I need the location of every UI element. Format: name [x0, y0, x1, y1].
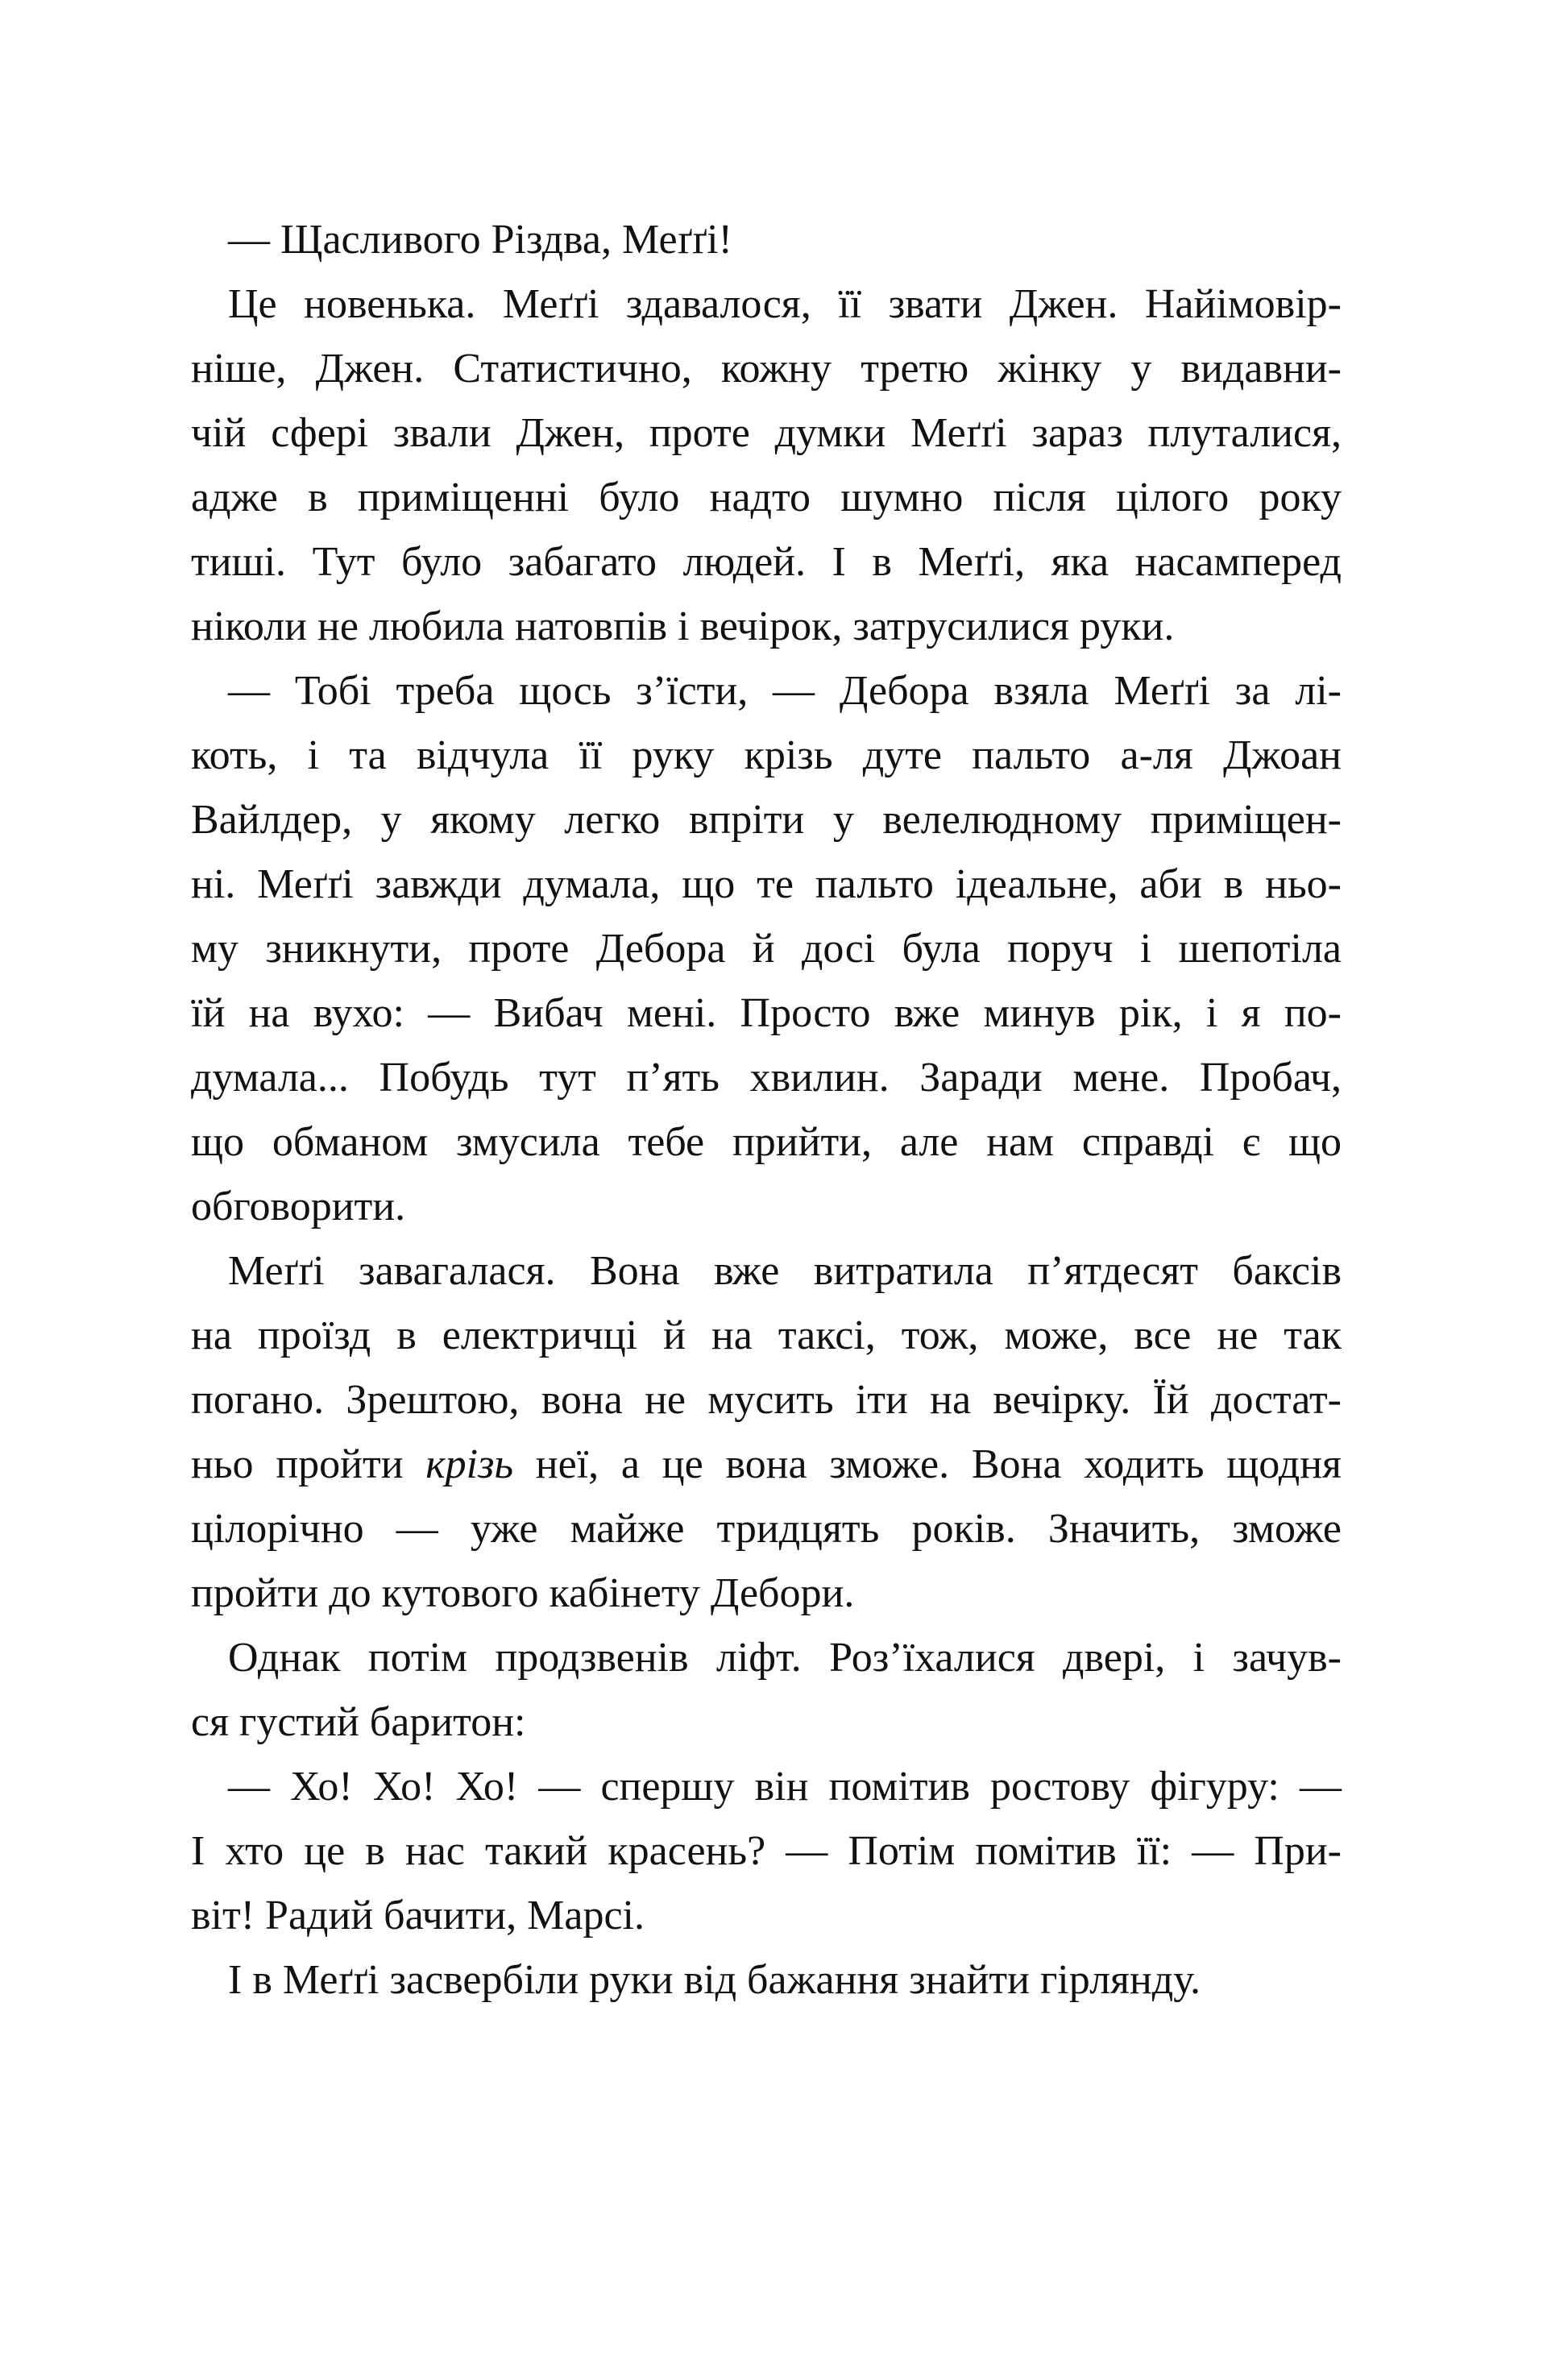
text-segment: Меґґі завагалася. Вона вже витратила п’ятдесят баксів	[228, 1248, 1342, 1294]
text-segment: віт! Радий бачити, Марсі.	[191, 1893, 645, 1938]
text-segment: Вайлдер, у якому легко впріти у велелюдному приміщен-	[191, 797, 1342, 843]
text-segment: І в Меґґі засвербіли руки від бажання знайти гірлянду.	[228, 1957, 1201, 2003]
text-line	[191, 981, 1342, 1046]
text-line	[191, 788, 1342, 852]
text-segment: їй на вухо: — Вибач мені. Просто вже минув рік, і я по-	[191, 990, 1342, 1036]
text-segment: му зникнути, проте Дебора й досі була поруч і шепотіла	[191, 926, 1342, 972]
text-segment: коть, і та відчула її руку крізь дуте пальто а-ля Джоан	[191, 732, 1342, 778]
text-line	[191, 401, 1342, 466]
text-segment: адже в приміщенні було надто шумно після цілого року	[191, 475, 1342, 520]
text-segment: думала... Побудь тут п’ять хвилин. Заради мене. Пробач,	[191, 1055, 1342, 1101]
text-line	[191, 1497, 1342, 1561]
text-segment: ньо пройти	[191, 1441, 426, 1487]
italic-text-segment: крізь	[425, 1441, 514, 1487]
text-line	[191, 595, 1342, 659]
text-line	[191, 1175, 1342, 1239]
text-segment: І хто це в нас такий красень? — Потім помітив її: — При-	[191, 1828, 1342, 1874]
text-line	[191, 1561, 1342, 1626]
text-segment: тиші. Тут було забагато людей. І в Меґґі, яка насамперед	[191, 539, 1342, 585]
text-line	[191, 1626, 1342, 1690]
text-segment: ніколи не любила натовпів і вечірок, затрусилися руки.	[191, 603, 1175, 649]
text-line	[191, 337, 1342, 401]
text-line	[191, 852, 1342, 917]
text-segment: чій сфері звали Джен, проте думки Меґґі зараз плуталися,	[191, 410, 1342, 456]
text-segment: — Щасливого Різдва, Меґґі!	[228, 217, 732, 263]
text-line	[191, 917, 1342, 981]
text-segment: погано. Зрештою, вона не мусить іти на вечірку. Їй достат-	[191, 1377, 1342, 1423]
text-line	[191, 1368, 1342, 1433]
text-line	[191, 208, 1342, 272]
text-line	[191, 1755, 1342, 1819]
text-segment: Однак потім продзвенів ліфт. Роз’їхалися двері, і зачув-	[228, 1635, 1342, 1681]
text-line	[191, 1110, 1342, 1175]
text-line	[191, 1239, 1342, 1304]
text-line	[191, 659, 1342, 724]
text-line	[191, 1819, 1342, 1884]
text-segment: неї, а це вона зможе. Вона ходить щодня	[513, 1441, 1342, 1487]
text-segment: цілорічно — уже майже тридцять років. Значить, зможе	[191, 1506, 1342, 1552]
text-segment: що обманом змусила тебе прийти, але нам справді є що	[191, 1119, 1342, 1165]
text-segment: обговорити.	[191, 1184, 406, 1229]
text-line	[191, 1948, 1342, 2013]
text-line	[191, 530, 1342, 595]
text-line	[191, 272, 1342, 337]
text-block	[191, 208, 1342, 2013]
text-segment: ніше, Джен. Статистично, кожну третю жінку у видавни-	[191, 346, 1342, 392]
text-line	[191, 1690, 1342, 1755]
text-segment: пройти до кутового кабінету Дебори.	[191, 1570, 855, 1616]
text-segment: на проїзд в електричці й на таксі, тож, може, все не так	[191, 1312, 1342, 1358]
text-segment: — Тобі треба щось з’їсти, — Дебора взяла Меґґі за лі-	[228, 668, 1342, 714]
text-segment: — Хо! Хо! Хо! — спершу він помітив ростову фігуру: —	[228, 1764, 1342, 1810]
text-segment: ся густий баритон:	[191, 1699, 526, 1745]
text-line	[191, 466, 1342, 530]
text-line	[191, 1884, 1342, 1948]
text-segment: ні. Меґґі завжди думала, що те пальто ідеальне, аби в ньо-	[191, 861, 1342, 907]
text-line	[191, 1304, 1342, 1368]
text-line	[191, 1433, 1342, 1497]
text-segment: Це новенька. Меґґі здавалося, її звати Джен. Найімовір-	[228, 281, 1342, 327]
text-line	[191, 724, 1342, 788]
text-line	[191, 1046, 1342, 1110]
